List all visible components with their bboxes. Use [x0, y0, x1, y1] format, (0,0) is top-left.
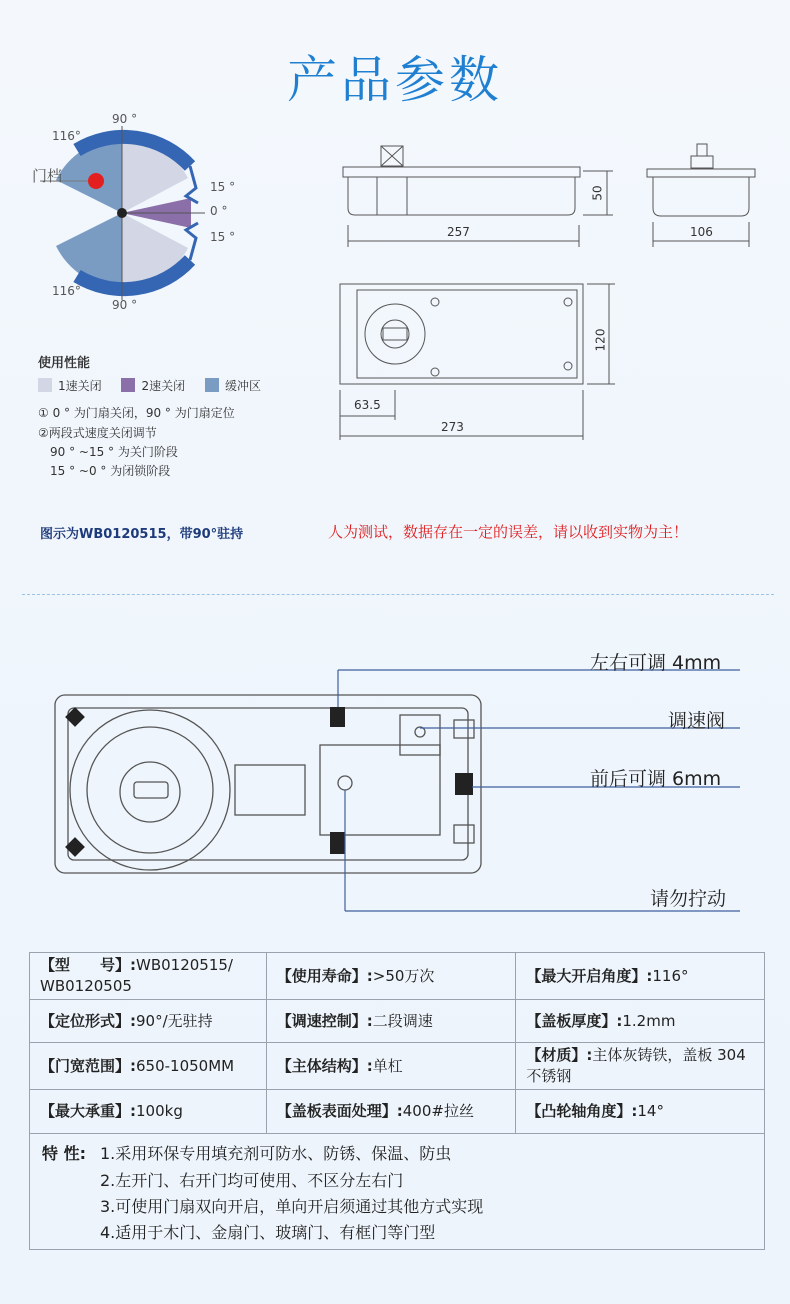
angle-0: 0 °	[210, 204, 228, 218]
table-row	[30, 953, 765, 1000]
angle-15-b: 15 °	[210, 230, 236, 244]
swatch-icon	[38, 378, 52, 392]
legend-note: 90 ° ~15 ° 为关门阶段	[50, 445, 178, 459]
dim-106: 106	[690, 225, 713, 239]
spec-cell: 【盖板厚度】:1.2mm	[516, 1000, 765, 1043]
feature-item: 2.左开门、右开门均可使用、不区分左右门	[100, 1171, 404, 1190]
table-row	[30, 1090, 765, 1134]
angle-15-a: 15 °	[210, 180, 236, 194]
dim-50: 50	[590, 185, 605, 201]
callout-front-back: 前后可调 6mm	[590, 768, 722, 790]
table-row	[30, 1043, 765, 1090]
section-divider	[22, 594, 774, 595]
legend-item: 缓冲区	[205, 379, 261, 393]
features-label: 特 性:	[42, 1144, 86, 1163]
spec-cell: 【调速控制】:二段调速	[266, 1000, 516, 1043]
legend-items	[38, 377, 261, 394]
spec-cell: 【使用寿命】:>50万次	[266, 953, 516, 1000]
spec-cell: 【定位形式】:90°/无驻持	[30, 1000, 267, 1043]
feature-item: 1.采用环保专用填充剂可防水、防锈、保温、防虫	[100, 1144, 452, 1163]
pivot	[117, 208, 127, 218]
spec-cell: 【最大开启角度】:116°	[516, 953, 765, 1000]
spec-cell: 【主体结构】:单杠	[266, 1043, 516, 1090]
callout-do-not-twist: 请勿拧动	[650, 888, 727, 910]
disclaimer-note: 人为测试，数据存在一定的误差，请以收到实物为主！	[328, 523, 689, 541]
spec-cell: 【门宽范围】:650-1050MM	[30, 1043, 267, 1090]
page-title: 产品参数	[287, 51, 503, 109]
callout-left-right: 左右可调 4mm	[590, 652, 722, 674]
legend-note: ②两段式速度关闭调节	[38, 426, 157, 440]
legend-item: 2速关闭	[121, 379, 185, 393]
angle-116-bottom: 116°	[52, 284, 81, 298]
legend-note: 15 ° ~0 ° 为闭锁阶段	[50, 464, 171, 478]
spec-cell: 【最大承重】:100kg	[30, 1090, 267, 1134]
table-row	[30, 1000, 765, 1043]
model-note: 图示为WB0120515，带90°驻持	[40, 527, 244, 542]
spec-cell: 【盖板表面处理】:400#拉丝	[266, 1090, 516, 1134]
legend-item: 1速关闭	[38, 379, 102, 393]
spec-cell: 【型 号】:WB0120515/ WB0120505	[30, 953, 267, 1000]
spec-cell: 【凸轮轴角度】:14°	[516, 1090, 765, 1134]
swatch-icon	[121, 378, 135, 392]
dim-63-5: 63.5	[354, 398, 381, 412]
spec-cell: 【材质】:主体灰铸铁，盖板 304不锈钢	[516, 1043, 765, 1090]
dim-120: 120	[593, 328, 608, 352]
dim-257: 257	[447, 225, 470, 239]
legend-note: ① 0 ° 为门扇关闭，90 ° 为门扇定位	[38, 406, 235, 420]
feature-item: 3.可使用门扇双向开启，单向开启须通过其他方式实现	[100, 1197, 484, 1216]
features-box	[29, 1128, 765, 1250]
angle-90-top: 90 °	[112, 112, 138, 126]
callout-speed-valve: 调速阀	[668, 710, 726, 732]
feature-item: 4.适用于木门、金扇门、玻璃门、有框门等门型	[100, 1223, 436, 1242]
spec-table	[29, 952, 765, 1134]
door-stop-label: 门档	[32, 167, 63, 185]
door-stop-marker	[88, 173, 104, 189]
angle-116-top: 116°	[52, 129, 81, 143]
dim-273: 273	[441, 420, 464, 434]
legend-heading: 使用性能	[38, 356, 91, 371]
swatch-icon	[205, 378, 219, 392]
angle-90-bottom: 90 °	[112, 298, 138, 312]
dimension-drawings	[335, 140, 765, 450]
